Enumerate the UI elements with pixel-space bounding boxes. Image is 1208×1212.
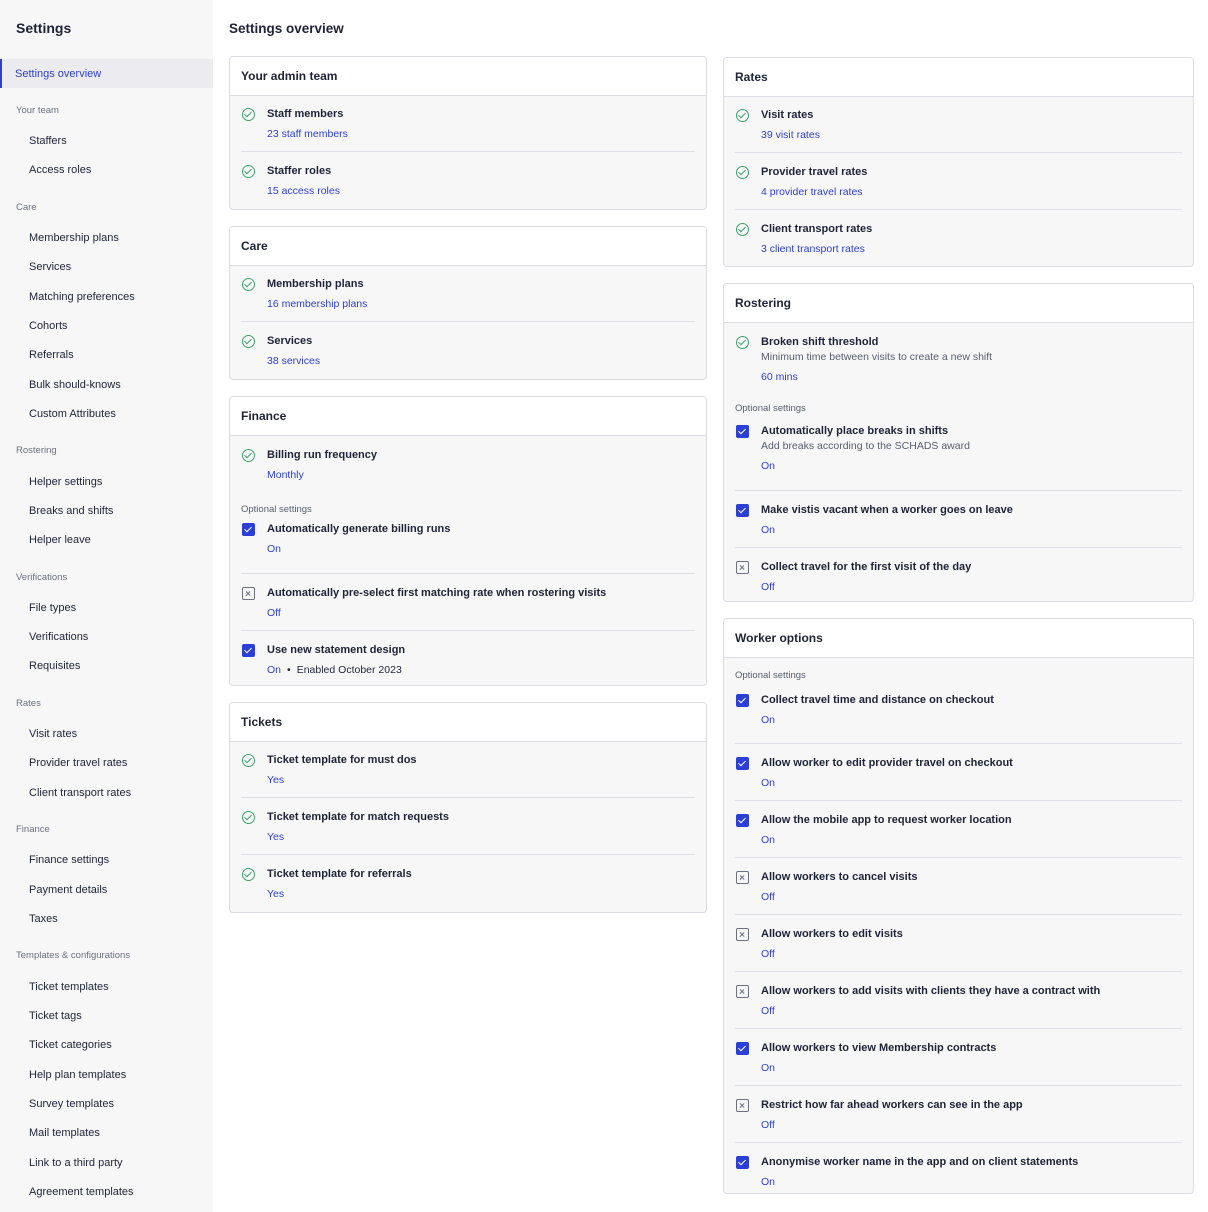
- setting-value: Off: [761, 1005, 775, 1017]
- sidebar-item-visit-rates[interactable]: Visit rates: [29, 728, 78, 740]
- sidebar-item-ticket-categories[interactable]: Ticket categories: [29, 1039, 112, 1051]
- staff-members-link[interactable]: 23 staff members: [267, 128, 348, 140]
- card-title: Rostering: [724, 284, 1193, 323]
- setting-value: On: [761, 777, 776, 789]
- row-description: Add breaks according to the SCHADS award: [761, 440, 970, 452]
- access-roles-link[interactable]: 15 access roles: [267, 185, 340, 197]
- setting-value: Off: [761, 1119, 775, 1131]
- row-title: Staffer roles: [267, 165, 332, 177]
- worker-options-card: [723, 618, 1194, 1194]
- setting-value: Off: [267, 607, 281, 619]
- auto-billing-row: [241, 517, 695, 574]
- enabled-date: Enabled October 2023: [296, 664, 402, 676]
- services-row: [241, 322, 695, 379]
- row-title: Client transport rates: [761, 223, 873, 235]
- checkbox-checked-icon[interactable]: [736, 814, 749, 827]
- sidebar-item-verifications[interactable]: Verifications: [29, 631, 89, 643]
- card-title: Rates: [724, 58, 1193, 97]
- setting-value: On: [761, 460, 776, 472]
- tickets-card: [229, 702, 707, 913]
- care-card: [229, 226, 707, 380]
- check-circle-icon: [736, 223, 749, 236]
- optional-settings-label: Optional settings: [735, 670, 806, 681]
- sidebar-item-payment-details[interactable]: Payment details: [29, 884, 108, 896]
- first-visit-travel-row: [735, 548, 1182, 602]
- worker-option-row: [735, 1086, 1182, 1143]
- setting-value: On: [761, 524, 776, 536]
- optional-settings-label: Optional settings: [735, 403, 806, 414]
- visit-rates-row: [735, 97, 1182, 153]
- check-circle-icon: [242, 108, 255, 121]
- row-title: Ticket template for must dos: [267, 754, 417, 766]
- sidebar-group-rostering: Rostering: [16, 445, 57, 456]
- checkbox-x-icon[interactable]: [736, 561, 749, 574]
- checkbox-checked-icon[interactable]: [736, 504, 749, 517]
- sidebar-item-settings-overview[interactable]: Settings overview: [0, 59, 213, 88]
- setting-value: [267, 663, 695, 677]
- admin-team-card: [229, 56, 707, 210]
- sidebar-item-link-third-party[interactable]: Link to a third party: [29, 1157, 123, 1169]
- membership-plans-link[interactable]: 16 membership plans: [267, 298, 368, 310]
- checkbox-checked-icon[interactable]: [736, 694, 749, 707]
- provider-travel-rates-row: [735, 153, 1182, 210]
- worker-option-row: [735, 801, 1182, 858]
- worker-option-row: [735, 915, 1182, 972]
- row-title: Automatically pre-select first matching rate when rostering visits: [267, 587, 607, 599]
- row-title: Ticket template for referrals: [267, 868, 412, 880]
- sidebar-item-client-transport-rates[interactable]: Client transport rates: [29, 787, 132, 799]
- rostering-card: [723, 283, 1194, 602]
- row-title: Visit rates: [761, 109, 814, 121]
- sidebar-item-taxes[interactable]: Taxes: [29, 913, 58, 925]
- checkbox-x-icon[interactable]: [736, 1099, 749, 1112]
- optional-settings-label: Optional settings: [241, 504, 312, 515]
- row-title: Allow the mobile app to request worker location: [761, 814, 1012, 826]
- sidebar-group-care: Care: [16, 202, 37, 213]
- sidebar-group-templates: Templates & configurations: [16, 950, 131, 961]
- services-link[interactable]: 38 services: [267, 355, 321, 367]
- provider-travel-rates-link[interactable]: 4 provider travel rates: [761, 186, 863, 198]
- statement-design-row: [241, 631, 695, 686]
- setting-value: On: [267, 543, 282, 555]
- setting-value: On: [761, 1176, 776, 1188]
- worker-option-row: [735, 688, 1182, 744]
- sidebar-item-membership-plans[interactable]: Membership plans: [29, 232, 119, 244]
- check-circle-icon: [242, 754, 255, 767]
- sidebar-item-breaks-and-shifts[interactable]: Breaks and shifts: [29, 505, 114, 517]
- setting-value: On: [761, 1062, 776, 1074]
- page-title: Settings overview: [229, 21, 344, 36]
- card-title: Worker options: [724, 619, 1193, 658]
- vacant-on-leave-row: [735, 491, 1182, 548]
- check-circle-icon: [736, 166, 749, 179]
- sidebar: [0, 0, 213, 1212]
- card-title: Your admin team: [230, 57, 706, 96]
- row-title: Allow worker to edit provider travel on checkout: [761, 757, 1013, 769]
- sidebar-item-provider-travel-rates[interactable]: Provider travel rates: [29, 757, 128, 769]
- setting-value: On: [761, 834, 776, 846]
- sidebar-item-access-roles[interactable]: Access roles: [29, 164, 92, 176]
- sidebar-item-referrals[interactable]: Referrals: [29, 349, 74, 361]
- sidebar-item-ticket-tags[interactable]: Ticket tags: [29, 1010, 82, 1022]
- sidebar-item-file-types[interactable]: File types: [29, 602, 77, 614]
- row-title: Allow workers to edit visits: [761, 928, 903, 940]
- worker-option-row: [735, 972, 1182, 1029]
- card-title: Tickets: [230, 703, 706, 742]
- checkbox-checked-icon[interactable]: [242, 523, 255, 536]
- row-title: Make vistis vacant when a worker goes on leave: [761, 504, 1013, 516]
- check-circle-icon: [242, 165, 255, 178]
- rates-card: [723, 57, 1194, 267]
- row-title: Allow workers to cancel visits: [761, 871, 918, 883]
- row-title: Broken shift threshold: [761, 336, 879, 348]
- sidebar-group-your-team: Your team: [16, 105, 59, 116]
- sidebar-item-staffers[interactable]: Staffers: [29, 135, 67, 147]
- checkbox-checked-icon[interactable]: [736, 1156, 749, 1169]
- row-title: Anonymise worker name in the app and on client statements: [761, 1156, 1079, 1168]
- checkbox-checked-icon[interactable]: [242, 644, 255, 657]
- broken-shift-row: [735, 323, 1182, 399]
- must-dos-row: [241, 742, 695, 798]
- check-circle-icon: [242, 868, 255, 881]
- finance-card: [229, 396, 707, 686]
- sidebar-item-cohorts[interactable]: Cohorts: [29, 320, 68, 332]
- setting-value: On: [761, 714, 776, 726]
- preselect-rate-row: [241, 574, 695, 631]
- row-description: Minimum time between visits to create a new shift: [761, 351, 993, 363]
- setting-value: Off: [761, 581, 775, 593]
- staffer-roles-row: [241, 152, 695, 209]
- check-circle-icon: [736, 336, 749, 349]
- sidebar-item-agreement-templates[interactable]: Agreement templates: [29, 1186, 134, 1198]
- row-title: Services: [267, 335, 313, 347]
- row-title: Automatically place breaks in shifts: [761, 425, 949, 437]
- billing-frequency-row: [241, 436, 695, 498]
- row-title: Automatically generate billing runs: [267, 523, 451, 535]
- client-transport-rates-link[interactable]: 3 client transport rates: [761, 243, 865, 255]
- sidebar-group-rates: Rates: [16, 698, 41, 709]
- broken-shift-link[interactable]: 60 mins: [761, 371, 798, 383]
- membership-plans-row: [241, 266, 695, 322]
- row-title: Billing run frequency: [267, 449, 378, 461]
- worker-option-row: [735, 744, 1182, 801]
- sidebar-item-mail-templates[interactable]: Mail templates: [29, 1127, 100, 1139]
- checkbox-checked-icon[interactable]: [736, 1042, 749, 1055]
- row-title: Collect travel time and distance on checkout: [761, 694, 994, 706]
- sidebar-group-finance: Finance: [16, 824, 50, 835]
- match-requests-row: [241, 798, 695, 855]
- row-title: Ticket template for match requests: [267, 811, 449, 823]
- auto-breaks-row: [735, 418, 1182, 491]
- card-title: Finance: [230, 397, 706, 436]
- row-title: Allow workers to add visits with clients they have a contract with: [761, 985, 1101, 997]
- setting-value: Off: [761, 891, 775, 903]
- sidebar-item-helper-leave[interactable]: Helper leave: [29, 534, 91, 546]
- sidebar-item-matching-preferences[interactable]: Matching preferences: [29, 291, 135, 303]
- staff-members-row: [241, 96, 695, 152]
- checkbox-x-icon[interactable]: [736, 985, 749, 998]
- row-title: Membership plans: [267, 278, 364, 290]
- worker-option-row: [735, 858, 1182, 915]
- check-circle-icon: [736, 109, 749, 122]
- visit-rates-link[interactable]: 39 visit rates: [761, 129, 820, 141]
- checkbox-checked-icon[interactable]: [736, 757, 749, 770]
- separator-dot: •: [287, 664, 291, 676]
- match-requests-link[interactable]: Yes: [267, 831, 285, 843]
- row-title: Restrict how far ahead workers can see in the app: [761, 1099, 1023, 1111]
- referrals-row: [241, 855, 695, 912]
- sidebar-item-helper-settings[interactable]: Helper settings: [29, 476, 103, 488]
- sidebar-item-help-plan-templates[interactable]: Help plan templates: [29, 1069, 127, 1081]
- sidebar-item-custom-attributes[interactable]: Custom Attributes: [29, 408, 116, 420]
- client-transport-rates-row: [735, 210, 1182, 266]
- checkbox-x-icon[interactable]: [736, 871, 749, 884]
- sidebar-title: Settings: [16, 20, 72, 36]
- sidebar-item-survey-templates[interactable]: Survey templates: [29, 1098, 114, 1110]
- row-title: Allow workers to view Membership contracts: [761, 1042, 997, 1054]
- sidebar-item-ticket-templates[interactable]: Ticket templates: [29, 981, 109, 993]
- setting-value-on: On: [267, 664, 282, 676]
- sidebar-group-verifications: Verifications: [16, 572, 68, 583]
- check-circle-icon: [242, 449, 255, 462]
- sidebar-item-finance-settings[interactable]: Finance settings: [29, 854, 110, 866]
- row-title: Provider travel rates: [761, 166, 868, 178]
- row-title: Use new statement design: [267, 644, 406, 656]
- worker-option-row: [735, 1143, 1182, 1194]
- sidebar-item-bulk-should-knows[interactable]: Bulk should-knows: [29, 379, 121, 391]
- check-circle-icon: [242, 811, 255, 824]
- worker-option-row: [735, 1029, 1182, 1086]
- check-circle-icon: [242, 278, 255, 291]
- checkbox-checked-icon[interactable]: [736, 425, 749, 438]
- setting-value: Off: [761, 948, 775, 960]
- card-title: Care: [230, 227, 706, 266]
- row-title: Staff members: [267, 108, 344, 120]
- checkbox-x-icon[interactable]: [242, 587, 255, 600]
- billing-frequency-link[interactable]: Monthly: [267, 469, 304, 481]
- row-title: Collect travel for the first visit of the day: [761, 561, 972, 573]
- check-circle-icon: [242, 335, 255, 348]
- checkbox-x-icon[interactable]: [736, 928, 749, 941]
- referrals-link[interactable]: Yes: [267, 888, 285, 900]
- sidebar-item-services[interactable]: Services: [29, 261, 72, 273]
- must-dos-link[interactable]: Yes: [267, 774, 285, 786]
- sidebar-item-requisites[interactable]: Requisites: [29, 660, 81, 672]
